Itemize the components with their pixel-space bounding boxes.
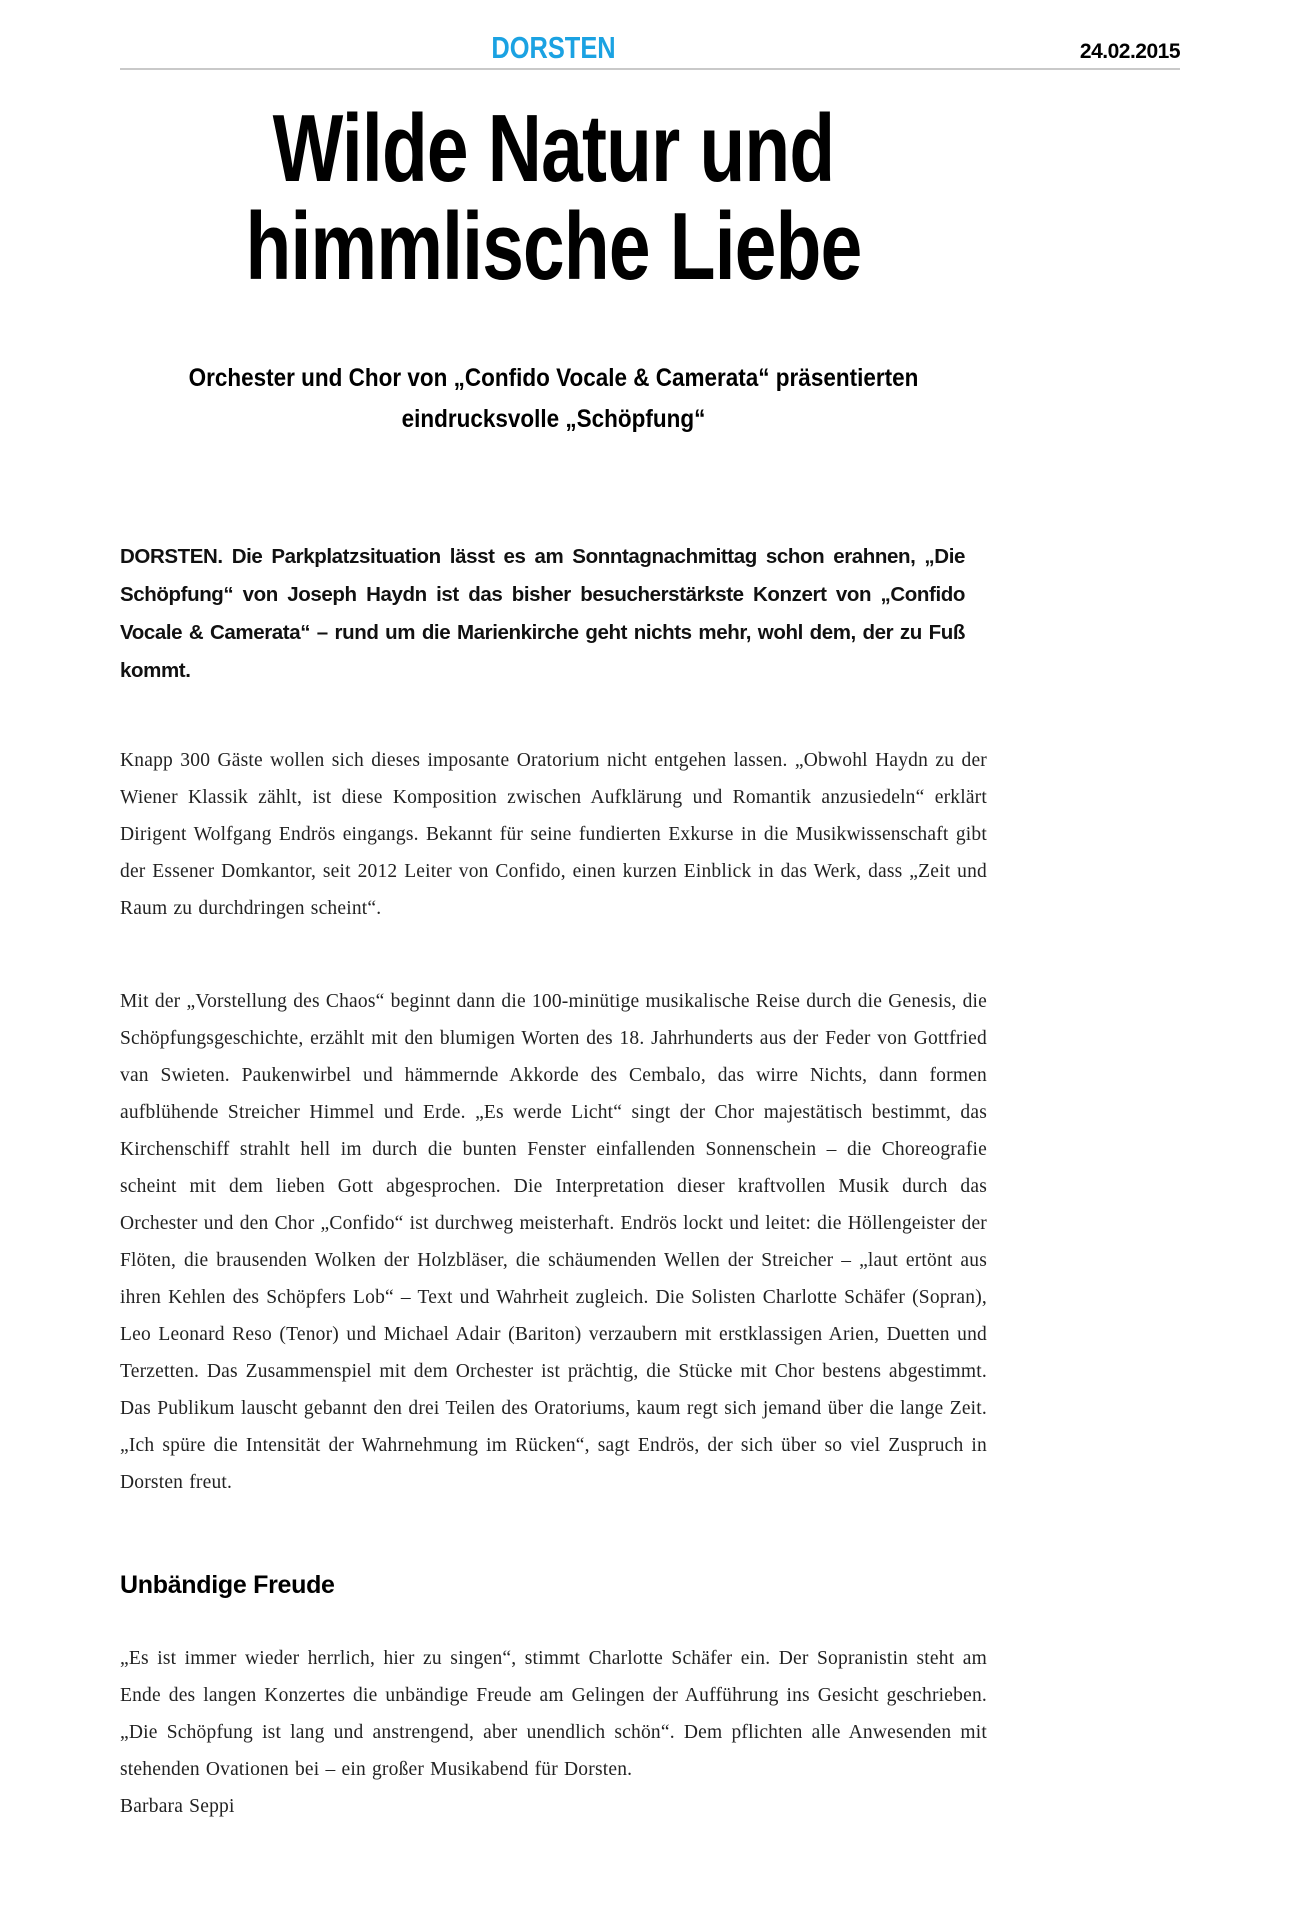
body-paragraph-1: Knapp 300 Gäste wollen sich dieses imposante Oratorium nicht entgehen lassen. „Obwohl Haydn zu der Wiener Klassik zählt, ist diese Komposition zwischen Aufklärung und Romantik anzusiedeln“ erklärt Dirigent Wolfgang Endrös eingangs. Bekannt für seine fundierten Exkurse in die Musikwissenschaft gibt der Essener Domkantor, seit 2012 Leiter von Confido, einen kurzen Einblick in das Werk, dass „Zeit und Raum zu durchdringen scheint“. bbox=[120, 750, 987, 919]
section-label: DORSTEN bbox=[491, 30, 616, 65]
subheading: Unbändige Freude bbox=[120, 1571, 335, 1599]
subheadline: Orchester und Chor von „Confido Vocale & Camerata“ präsentierten eindrucksvolle „Schöpfung“ bbox=[188, 364, 919, 433]
lead-paragraph: DORSTEN. Die Parkplatzsituation lässt es am Sonntagnachmittag schon erahnen, „Die Schöpfung“ von Joseph Haydn ist das bisher besucherstärkste Konzert von „Confido Vocale & Camerata“ – rund um die Marienkirche geht nichts mehr, wohl dem, der zu Fuß kommt. bbox=[120, 545, 965, 682]
headline: Wilde Natur und himmlische Liebe bbox=[245, 95, 862, 300]
closing-paragraph: „Es ist immer wieder herrlich, hier zu singen“, stimmt Charlotte Schäfer ein. Der Sopranistin steht am Ende des langen Konzertes die unbändige Freude am Gelingen der Aufführung ins Gesicht geschrieben. „Die Schöpfung ist lang und anstrengend, aber unendlich schön“. Dem pflichten alle Anwesenden mit stehenden Ovationen bei – ein großer Musikabend für Dorsten. bbox=[120, 1648, 987, 1780]
date-label: 24.02.2015 bbox=[1079, 40, 1180, 63]
header-divider bbox=[120, 68, 1180, 70]
article-content bbox=[120, 95, 987, 1825]
body-paragraph-2: Mit der „Vorstellung des Chaos“ beginnt dann die 100-minütige musikalische Reise durch die Genesis, die Schöpfungsgeschichte, erzählt mit den blumigen Worten des 18. Jahrhunderts aus der Feder von Gottfried van Swieten. Paukenwirbel und hämmernde Akkorde des Cembalo, das wirre Nichts, dann formen aufblühende Streicher Himmel und Erde. „Es werde Licht“ singt der Chor majestätisch bestimmt, das Kirchenschiff strahlt hell im durch die bunten Fenster einfallenden Sonnenschein – die Choreografie scheint mit dem lieben Gott abgesprochen. Die Interpretation dieser kraftvollen Musik durch das Orchester und den Chor „Confido“ ist durchweg meisterhaft. Endrös lockt und leitet: die Höllengeister der Flöten, die brausenden Wolken der Holzbläser, die schäumenden Wellen der Streicher – „laut ertönt aus ihren Kehlen des Schöpfers Lob“ – Text und Wahrheit zugleich. Die Solisten Charlotte Schäfer (Sopran), Leo Leonard Reso (Tenor) und Michael Adair (Bariton) verzaubern mit erstklassigen Arien, Duetten und Terzetten. Das Zusammenspiel mit dem Orchester ist prächtig, die Stücke mit Chor bestens abgestimmt. Das Publikum lauscht gebannt den drei Teilen des Oratoriums, kaum regt sich jemand über die lange Zeit. „Ich spüre die Intensität der Wahrnehmung im Rücken“, sagt Endrös, der sich über so viel Zuspruch in Dorsten freut. bbox=[120, 991, 987, 1493]
page-header bbox=[120, 0, 1180, 68]
author-byline: Barbara Seppi bbox=[120, 1796, 235, 1817]
